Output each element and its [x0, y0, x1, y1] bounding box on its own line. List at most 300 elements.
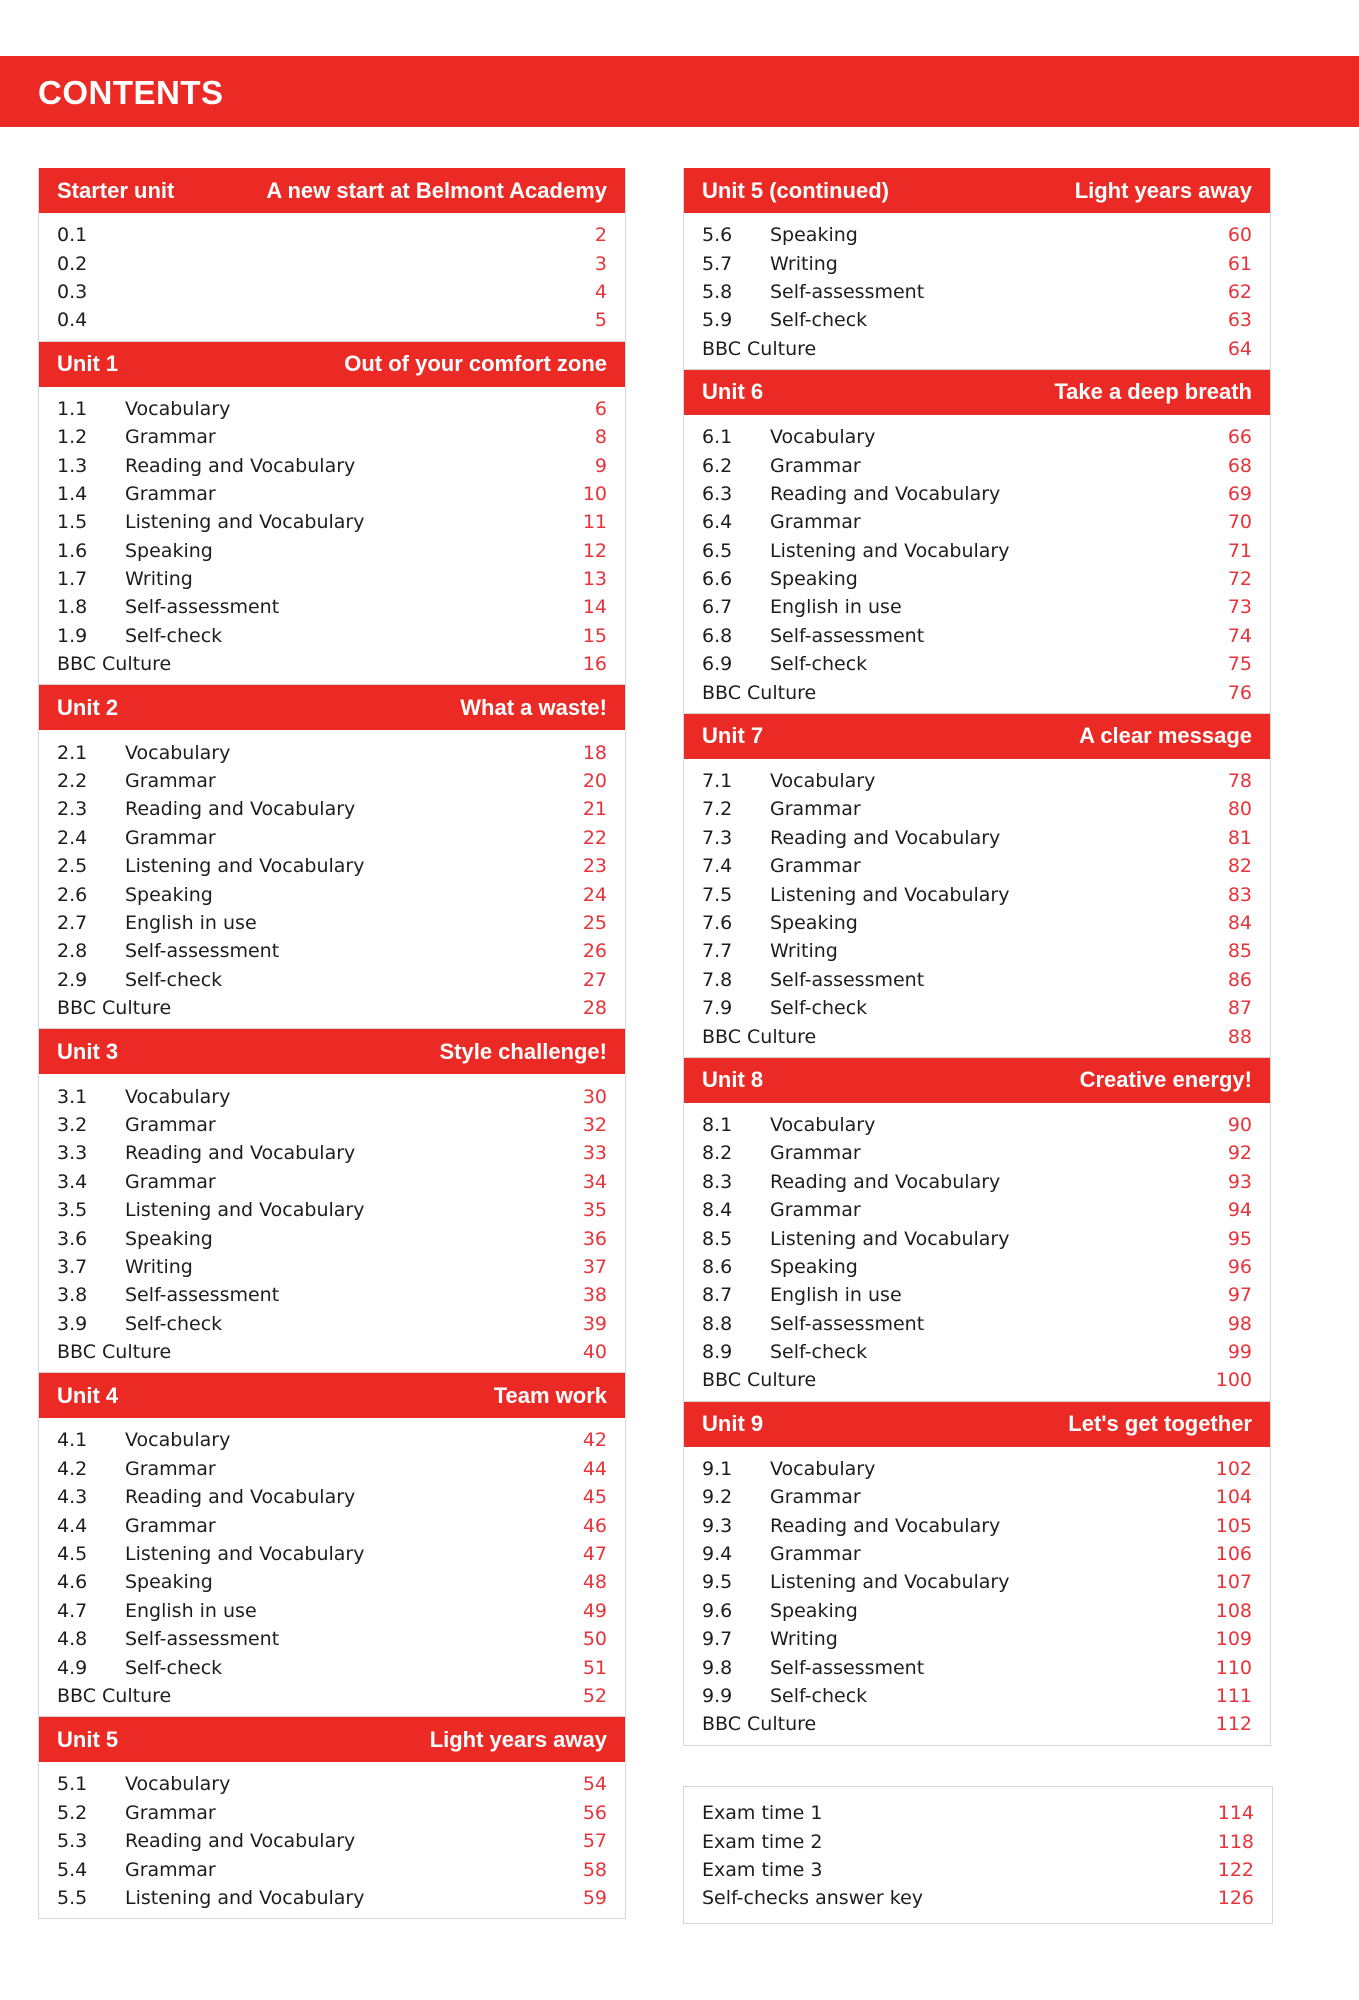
- entry-title: Self-check: [125, 1312, 223, 1335]
- entry-number: 1.2: [57, 426, 88, 449]
- toc-entry[interactable]: [57, 824, 607, 852]
- entry-number: BBC Culture: [57, 1684, 172, 1707]
- toc-entry[interactable]: [57, 306, 607, 334]
- entry-number: 1.4: [57, 482, 88, 505]
- toc-entry[interactable]: [702, 966, 1252, 994]
- toc-entry[interactable]: [57, 622, 607, 650]
- entry-page-number: 40: [582, 1341, 607, 1364]
- entry-title: English in use: [125, 912, 257, 934]
- entry-title: Self-assessment: [770, 624, 925, 647]
- entry-number: 5.9: [702, 309, 733, 332]
- toc-entry[interactable]: [57, 395, 607, 423]
- toc-entry[interactable]: [702, 1625, 1252, 1653]
- toc-entry[interactable]: [57, 1625, 607, 1653]
- entry-page-number: 28: [582, 997, 607, 1020]
- toc-entry[interactable]: [57, 1139, 607, 1167]
- unit-label: Unit 9: [702, 1411, 764, 1437]
- toc-entry[interactable]: [702, 423, 1252, 451]
- entry-title: Listening and Vocabulary: [770, 1571, 1010, 1594]
- unit-section: [38, 1029, 626, 1373]
- entry-number: Exam time 1: [702, 1802, 823, 1825]
- entry-page-number: 93: [1227, 1170, 1252, 1193]
- entry-number: 9.7: [702, 1628, 733, 1651]
- entry-number: 1.9: [57, 624, 88, 647]
- toc-entry[interactable]: [57, 1799, 607, 1827]
- entry-number: 3.5: [57, 1199, 88, 1222]
- entry-page-number: 71: [1227, 539, 1252, 562]
- toc-entry[interactable]: [57, 1653, 607, 1681]
- entry-number: 9.4: [702, 1543, 733, 1566]
- entry-page-number: 51: [582, 1656, 607, 1679]
- entry-title: Vocabulary: [125, 741, 231, 764]
- entry-title: Self-check: [770, 653, 868, 676]
- entry-title: Speaking: [125, 883, 213, 906]
- entry-title: Grammar: [125, 1858, 216, 1881]
- entry-title: English in use: [125, 1599, 257, 1622]
- unit-section: [38, 1717, 626, 1919]
- entry-title: Self-check: [770, 997, 868, 1020]
- entry-page-number: 42: [582, 1429, 607, 1452]
- toc-entry[interactable]: [702, 1022, 1252, 1050]
- entry-title: Self-assessment: [125, 940, 280, 963]
- toc-entry[interactable]: [702, 249, 1252, 277]
- entry-title: Speaking: [125, 1227, 213, 1250]
- toc-entry[interactable]: [702, 565, 1252, 593]
- entry-page-number: 108: [1215, 1599, 1252, 1622]
- exam-entries: [684, 1787, 1272, 1923]
- entry-number: BBC Culture: [57, 997, 172, 1020]
- unit-label: Unit 4: [57, 1382, 119, 1408]
- unit-entries: [39, 387, 625, 685]
- toc-entry[interactable]: [702, 1682, 1252, 1710]
- entry-number: 8.8: [702, 1312, 733, 1335]
- entry-number: 7.8: [702, 968, 733, 991]
- entry-page-number: 33: [582, 1142, 607, 1165]
- entry-number: 2.7: [57, 912, 88, 934]
- entry-title: Reading and Vocabulary: [125, 1830, 356, 1853]
- entry-title: Self-assessment: [125, 596, 280, 619]
- toc-entry[interactable]: [57, 278, 607, 306]
- entry-title: Vocabulary: [770, 770, 876, 793]
- entry-page-number: 48: [582, 1571, 607, 1594]
- toc-entry[interactable]: [702, 1856, 1254, 1884]
- unit-header[interactable]: [684, 1402, 1270, 1447]
- unit-section: [683, 168, 1271, 370]
- toc-entry[interactable]: [57, 1682, 607, 1710]
- entry-page-number: 20: [582, 770, 607, 793]
- entry-title: Grammar: [770, 511, 861, 534]
- entry-page-number: 106: [1215, 1543, 1252, 1566]
- entry-number: 4.9: [57, 1656, 88, 1679]
- toc-entry[interactable]: [702, 1253, 1252, 1281]
- entry-title: English in use: [770, 596, 902, 619]
- entry-title: Reading and Vocabulary: [125, 798, 356, 821]
- entry-page-number: 35: [582, 1199, 607, 1222]
- entry-number: 7.7: [702, 940, 733, 963]
- toc-entry[interactable]: [702, 278, 1252, 306]
- toc-entry[interactable]: [57, 795, 607, 823]
- entry-number: BBC Culture: [702, 1025, 817, 1048]
- toc-entry[interactable]: [702, 1196, 1252, 1224]
- entry-title: Grammar: [770, 1199, 861, 1222]
- entry-page-number: 80: [1227, 798, 1252, 821]
- toc-entry[interactable]: [57, 1855, 607, 1883]
- entry-number: 9.5: [702, 1571, 733, 1594]
- entry-number: BBC Culture: [57, 1341, 172, 1364]
- toc-entry[interactable]: [57, 767, 607, 795]
- toc-entry[interactable]: [57, 1597, 607, 1625]
- toc-entry[interactable]: [702, 1139, 1252, 1167]
- entry-number: Self-checks answer key: [702, 1887, 924, 1910]
- entry-page-number: 84: [1227, 912, 1252, 934]
- toc-entry[interactable]: [702, 1568, 1252, 1596]
- toc-entry[interactable]: [57, 994, 607, 1022]
- toc-entry[interactable]: [57, 1770, 607, 1798]
- entry-page-number: 90: [1227, 1113, 1252, 1136]
- entry-number: 3.8: [57, 1284, 88, 1307]
- unit-header[interactable]: [684, 714, 1270, 759]
- entry-page-number: 10: [582, 482, 607, 505]
- toc-entry[interactable]: [702, 678, 1252, 706]
- entry-title: Speaking: [770, 224, 858, 247]
- entry-number: 7.6: [702, 912, 733, 934]
- toc-entry[interactable]: [57, 937, 607, 965]
- entry-number: 3.4: [57, 1170, 88, 1193]
- entry-title: Grammar: [770, 1142, 861, 1165]
- entry-page-number: 52: [582, 1684, 607, 1707]
- toc-entry[interactable]: [702, 909, 1252, 937]
- entry-title: Writing: [770, 940, 838, 963]
- toc-entry[interactable]: [702, 480, 1252, 508]
- entry-page-number: 99: [1227, 1341, 1252, 1364]
- entry-number: BBC Culture: [57, 653, 172, 676]
- entry-number: 4.3: [57, 1486, 88, 1509]
- unit-header[interactable]: [684, 168, 1270, 213]
- toc-entry[interactable]: [702, 795, 1252, 823]
- toc-entry[interactable]: [57, 1224, 607, 1252]
- entry-page-number: 27: [582, 968, 607, 991]
- unit-section: [38, 1373, 626, 1717]
- unit-header[interactable]: [684, 1058, 1270, 1103]
- entry-title: Self-check: [125, 968, 223, 991]
- entry-page-number: 70: [1227, 511, 1252, 534]
- entry-page-number: 122: [1217, 1858, 1254, 1881]
- entry-number: 2.3: [57, 798, 88, 821]
- toc-entry[interactable]: [57, 880, 607, 908]
- entry-title: Grammar: [770, 1486, 861, 1509]
- entry-page-number: 83: [1227, 883, 1252, 906]
- unit-header[interactable]: [39, 1717, 625, 1762]
- entry-number: 6.4: [702, 511, 733, 534]
- toc-entry[interactable]: [702, 1827, 1254, 1855]
- entry-title: Grammar: [125, 1113, 216, 1136]
- entry-number: 6.6: [702, 568, 733, 591]
- entry-number: 1.5: [57, 511, 88, 534]
- unit-section: [683, 1402, 1271, 1746]
- toc-entry[interactable]: [702, 767, 1252, 795]
- toc-entry[interactable]: [702, 1653, 1252, 1681]
- toc-entry[interactable]: [57, 852, 607, 880]
- entry-title: Reading and Vocabulary: [125, 1486, 356, 1509]
- entry-page-number: 32: [582, 1113, 607, 1136]
- entry-page-number: 102: [1215, 1457, 1252, 1480]
- unit-name: What a waste!: [460, 694, 607, 720]
- unit-name: A clear message: [1079, 723, 1252, 749]
- entry-title: Self-check: [770, 309, 868, 332]
- entry-title: Listening and Vocabulary: [125, 1543, 365, 1566]
- unit-header[interactable]: [39, 1373, 625, 1418]
- unit-entries: [684, 1103, 1270, 1401]
- entry-page-number: 68: [1227, 454, 1252, 477]
- toc-entry[interactable]: [702, 650, 1252, 678]
- toc-entry[interactable]: [57, 1511, 607, 1539]
- unit-header[interactable]: [39, 685, 625, 730]
- toc-entry[interactable]: [702, 852, 1252, 880]
- unit-section: [38, 168, 626, 342]
- entry-title: Vocabulary: [770, 1457, 876, 1480]
- entry-number: 2.1: [57, 741, 88, 764]
- toc-entry[interactable]: [57, 1540, 607, 1568]
- entry-page-number: 50: [582, 1628, 607, 1651]
- toc-entry[interactable]: [57, 221, 607, 249]
- toc-entry[interactable]: [57, 1483, 607, 1511]
- entry-page-number: 47: [582, 1543, 607, 1566]
- entry-title: Reading and Vocabulary: [125, 1142, 356, 1165]
- exam-section: [683, 1786, 1273, 1924]
- toc-entry[interactable]: [57, 1196, 607, 1224]
- toc-entry[interactable]: [702, 451, 1252, 479]
- unit-name: Light years away: [1074, 177, 1252, 203]
- toc-entry[interactable]: [702, 1366, 1252, 1394]
- toc-entry[interactable]: [702, 880, 1252, 908]
- entry-page-number: 97: [1227, 1284, 1252, 1307]
- unit-name: Team work: [493, 1382, 607, 1408]
- contents-banner: [0, 56, 1359, 127]
- entry-number: 1.7: [57, 568, 88, 591]
- toc-entry[interactable]: [57, 537, 607, 565]
- toc-entry[interactable]: [57, 1827, 607, 1855]
- toc-entry[interactable]: [702, 937, 1252, 965]
- entry-page-number: 15: [582, 624, 607, 647]
- entry-number: 2.2: [57, 770, 88, 793]
- entry-page-number: 74: [1227, 624, 1252, 647]
- unit-section: [38, 342, 626, 686]
- entry-page-number: 16: [582, 653, 607, 676]
- toc-entry[interactable]: [702, 1710, 1252, 1738]
- toc-entry[interactable]: [57, 966, 607, 994]
- toc-entry[interactable]: [702, 1281, 1252, 1309]
- entry-title: Grammar: [125, 426, 216, 449]
- toc-entry[interactable]: [57, 1253, 607, 1281]
- toc-entry[interactable]: [57, 1111, 607, 1139]
- entry-number: 4.2: [57, 1457, 88, 1480]
- toc-entry[interactable]: [702, 1483, 1252, 1511]
- entry-title: Grammar: [125, 1457, 216, 1480]
- toc-entry[interactable]: [702, 1338, 1252, 1366]
- toc-entry[interactable]: [57, 508, 607, 536]
- toc-entry[interactable]: [57, 1455, 607, 1483]
- entry-page-number: 66: [1227, 426, 1252, 449]
- toc-entry[interactable]: [57, 1568, 607, 1596]
- unit-label: Unit 8: [702, 1067, 764, 1093]
- entry-number: 3.2: [57, 1113, 88, 1136]
- unit-header[interactable]: [684, 370, 1270, 415]
- toc-entry[interactable]: [702, 537, 1252, 565]
- toc-entry[interactable]: [57, 423, 607, 451]
- toc-entry[interactable]: [57, 593, 607, 621]
- entry-number: 6.5: [702, 539, 733, 562]
- unit-name: Let's get together: [1068, 1411, 1252, 1437]
- unit-label: Unit 1: [57, 351, 119, 377]
- unit-name: Style challenge!: [439, 1038, 607, 1064]
- entry-page-number: 45: [582, 1486, 607, 1509]
- toc-entry[interactable]: [702, 1511, 1252, 1539]
- entry-title: Grammar: [125, 826, 216, 849]
- entry-number: 9.2: [702, 1486, 733, 1509]
- entry-number: 1.8: [57, 596, 88, 619]
- toc-entry[interactable]: [702, 306, 1252, 334]
- entry-title: Self-check: [770, 1341, 868, 1364]
- entry-number: 4.7: [57, 1599, 88, 1622]
- entry-page-number: 95: [1227, 1227, 1252, 1250]
- entry-title: Listening and Vocabulary: [125, 1886, 365, 1909]
- toc-entry[interactable]: [702, 508, 1252, 536]
- entry-page-number: 26: [582, 940, 607, 963]
- entry-title: Writing: [770, 252, 838, 275]
- entry-title: Speaking: [125, 539, 213, 562]
- entry-number: 6.9: [702, 653, 733, 676]
- toc-entry[interactable]: [702, 1310, 1252, 1338]
- entry-title: Vocabulary: [125, 397, 231, 420]
- toc-entry[interactable]: [57, 1168, 607, 1196]
- toc-entry[interactable]: [57, 480, 607, 508]
- toc-entry[interactable]: [57, 909, 607, 937]
- entry-title: Vocabulary: [125, 1085, 231, 1108]
- entry-title: Speaking: [770, 1255, 858, 1278]
- toc-entry[interactable]: [57, 650, 607, 678]
- unit-entries: [39, 1418, 625, 1716]
- toc-entry[interactable]: [702, 824, 1252, 852]
- entry-page-number: 111: [1215, 1684, 1252, 1707]
- unit-label: Unit 7: [702, 723, 764, 749]
- entry-page-number: 96: [1227, 1255, 1252, 1278]
- toc-entry[interactable]: [57, 1310, 607, 1338]
- entry-page-number: 4: [594, 280, 607, 303]
- entry-page-number: 56: [582, 1801, 607, 1824]
- toc-entry[interactable]: [57, 1426, 607, 1454]
- toc-entry[interactable]: [702, 1224, 1252, 1252]
- unit-section: [38, 685, 626, 1029]
- entry-title: Listening and Vocabulary: [125, 855, 365, 878]
- entry-number: 6.3: [702, 482, 733, 505]
- entry-number: 0.3: [57, 280, 88, 303]
- toc-entry[interactable]: [57, 1082, 607, 1110]
- entry-page-number: 57: [582, 1830, 607, 1853]
- entry-number: 0.4: [57, 309, 88, 332]
- entry-number: 8.5: [702, 1227, 733, 1250]
- entry-title: Grammar: [125, 482, 216, 505]
- page-title: CONTENTS: [38, 74, 224, 111]
- unit-header[interactable]: [39, 342, 625, 387]
- entry-page-number: 8: [594, 426, 607, 449]
- entry-number: 0.2: [57, 252, 88, 275]
- entry-title: Vocabulary: [770, 426, 876, 449]
- entry-number: 2.6: [57, 883, 88, 906]
- entry-title: Self-assessment: [770, 280, 925, 303]
- toc-entry[interactable]: [702, 1597, 1252, 1625]
- entry-number: 5.1: [57, 1773, 88, 1796]
- entry-title: Reading and Vocabulary: [770, 1514, 1001, 1537]
- unit-section: [683, 714, 1271, 1058]
- entry-page-number: 60: [1227, 224, 1252, 247]
- toc-entry[interactable]: [57, 249, 607, 277]
- unit-name: Take a deep breath: [1054, 379, 1252, 405]
- unit-header[interactable]: [39, 168, 625, 213]
- entry-number: 4.5: [57, 1543, 88, 1566]
- entry-page-number: 86: [1227, 968, 1252, 991]
- entry-title: Speaking: [770, 568, 858, 591]
- toc-entry[interactable]: [57, 565, 607, 593]
- entry-number: 3.7: [57, 1255, 88, 1278]
- entry-page-number: 82: [1227, 855, 1252, 878]
- entry-page-number: 18: [582, 741, 607, 764]
- entry-page-number: 61: [1227, 252, 1252, 275]
- entry-title: English in use: [770, 1284, 902, 1307]
- entry-number: 7.2: [702, 798, 733, 821]
- entry-page-number: 30: [582, 1085, 607, 1108]
- entry-page-number: 78: [1227, 770, 1252, 793]
- entry-page-number: 105: [1215, 1514, 1252, 1537]
- toc-entry[interactable]: [702, 622, 1252, 650]
- entry-number: 8.9: [702, 1341, 733, 1364]
- toc-entry[interactable]: [57, 1884, 607, 1912]
- entry-page-number: 54: [582, 1773, 607, 1796]
- toc-entry[interactable]: [57, 1281, 607, 1309]
- entry-number: 5.7: [702, 252, 733, 275]
- entry-title: Listening and Vocabulary: [125, 1199, 365, 1222]
- toc-entry[interactable]: [57, 451, 607, 479]
- entry-number: BBC Culture: [702, 1713, 817, 1736]
- entry-number: 4.8: [57, 1628, 88, 1651]
- unit-name: Out of your comfort zone: [344, 351, 607, 377]
- entry-title: Grammar: [770, 798, 861, 821]
- entry-page-number: 73: [1227, 596, 1252, 619]
- entry-title: Grammar: [770, 855, 861, 878]
- entry-page-number: 44: [582, 1457, 607, 1480]
- entry-number: 9.1: [702, 1457, 733, 1480]
- toc-entry[interactable]: [702, 1799, 1254, 1827]
- entry-page-number: 49: [582, 1599, 607, 1622]
- toc-entry[interactable]: [57, 1338, 607, 1366]
- toc-entry[interactable]: [702, 1111, 1252, 1139]
- entry-page-number: 5: [594, 309, 607, 332]
- entry-number: 5.6: [702, 224, 733, 247]
- toc-entry[interactable]: [702, 1884, 1254, 1912]
- entry-title: Listening and Vocabulary: [770, 539, 1010, 562]
- unit-header[interactable]: [39, 1029, 625, 1074]
- unit-label: Unit 6: [702, 379, 764, 405]
- toc-entry[interactable]: [702, 221, 1252, 249]
- toc-entry[interactable]: [702, 994, 1252, 1022]
- entry-number: 4.6: [57, 1571, 88, 1594]
- toc-entry[interactable]: [702, 1168, 1252, 1196]
- toc-entry[interactable]: [57, 738, 607, 766]
- toc-entry[interactable]: [702, 335, 1252, 363]
- toc-entry[interactable]: [702, 1540, 1252, 1568]
- entry-title: Self-check: [125, 1656, 223, 1679]
- toc-entry[interactable]: [702, 593, 1252, 621]
- toc-entry[interactable]: [702, 1455, 1252, 1483]
